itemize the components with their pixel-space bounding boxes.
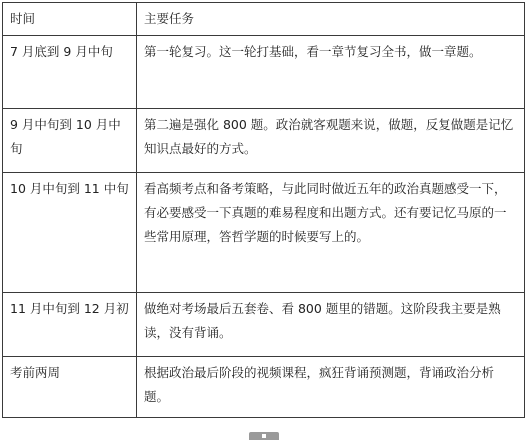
time-cell: 10 月中旬到 11 中旬	[3, 173, 137, 293]
table-row	[3, 173, 525, 293]
time-cell: 考前两周	[3, 357, 137, 418]
task-cell: 看高频考点和备考策略，与此同时做近五年的政治真题感受一下，有必要感受一下真题的难易程度和出题方式。还有要记忆马原的一些常用原理，答哲学题的时候要写上的。	[137, 173, 525, 293]
table-resize-handle[interactable]	[249, 432, 279, 440]
time-cell: 9 月中旬到 10 月中旬	[3, 109, 137, 173]
table-row	[3, 36, 525, 109]
study-schedule-table	[2, 2, 525, 418]
task-cell: 根据政治最后阶段的视频课程，疯狂背诵预测题，背诵政治分析题。	[137, 357, 525, 418]
table-row	[3, 293, 525, 357]
header-time-cell: 时间	[3, 3, 137, 36]
task-cell: 第一轮复习。这一轮打基础，看一章节复习全书，做一章题。	[137, 36, 525, 109]
time-cell: 11 月中旬到 12 月初	[3, 293, 137, 357]
table-header-row	[3, 3, 525, 36]
table-row	[3, 109, 525, 173]
task-cell: 第二遍是强化 800 题。政治就客观题来说，做题，反复做题是记忆知识点最好的方式。	[137, 109, 525, 173]
time-cell: 7 月底到 9 月中旬	[3, 36, 137, 109]
task-cell: 做绝对考场最后五套卷、看 800 题里的错题。这阶段我主要是熟读，没有背诵。	[137, 293, 525, 357]
header-task-cell: 主要任务	[137, 3, 525, 36]
table-row	[3, 357, 525, 418]
